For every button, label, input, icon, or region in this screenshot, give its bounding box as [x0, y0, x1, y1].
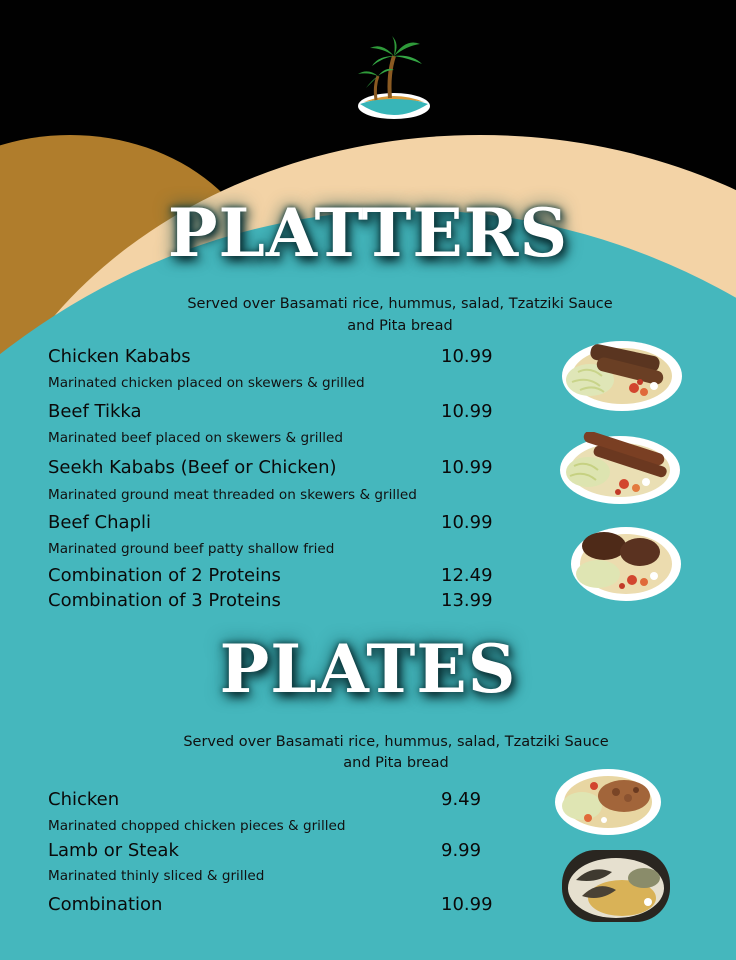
menu-item-description: Marinated thinly sliced & grilled: [48, 868, 265, 884]
menu-item-price: 10.99: [441, 346, 493, 367]
palm-tree-island-logo: [352, 34, 436, 122]
menu-item-price: 9.99: [441, 840, 482, 861]
plates-description-line2: and Pita bread: [343, 755, 449, 771]
menu-item-price: 9.49: [441, 789, 482, 810]
plates-title: PLATES: [219, 630, 517, 708]
chicken-plate-image: [554, 766, 662, 836]
menu-item-price: 13.99: [441, 590, 493, 611]
platters-description-line1: Served over Basamati rice, hummus, salad, Tzatziki Sauce: [187, 296, 613, 312]
menu-item-name: Chicken: [48, 789, 120, 810]
platters-title: PLATTERS: [167, 194, 569, 272]
menu-item-description: Marinated chopped chicken pieces & grilled: [48, 818, 346, 834]
lamb-steak-plate-image: [562, 850, 670, 922]
menu-item-price: 10.99: [441, 457, 493, 478]
menu-item-name: Lamb or Steak: [48, 840, 179, 861]
plates-description-line1: Served over Basamati rice, hummus, salad, Tzatziki Sauce: [183, 734, 609, 750]
menu-item-price: 10.99: [441, 401, 493, 422]
chicken-kabab-plate-image: [560, 336, 684, 412]
menu-item-price: 10.99: [441, 894, 493, 915]
chapli-kabab-plate-image: [570, 522, 682, 602]
menu-item-name: Combination of 2 Proteins: [48, 565, 281, 586]
menu-item-name: Beef Chapli: [48, 512, 151, 533]
menu-item-description: Marinated chicken placed on skewers & grilled: [48, 375, 365, 391]
menu-item-price: 10.99: [441, 512, 493, 533]
platters-description-line2: and Pita bread: [347, 318, 453, 334]
menu-item-name: Chicken Kababs: [48, 346, 191, 367]
menu-item-name: Combination: [48, 894, 163, 915]
menu-item-name: Seekh Kababs (Beef or Chicken): [48, 457, 337, 478]
menu-item-description: Marinated beef placed on skewers & grilled: [48, 430, 344, 446]
menu-item-name: Combination of 3 Proteins: [48, 590, 281, 611]
menu-item-name: Beef Tikka: [48, 401, 142, 422]
menu-item-price: 12.49: [441, 565, 493, 586]
menu-item-description: Marinated ground meat threaded on skewers & grilled: [48, 487, 417, 503]
menu-item-description: Marinated ground beef patty shallow fried: [48, 541, 335, 557]
seekh-kabab-plate-image: [558, 432, 682, 506]
